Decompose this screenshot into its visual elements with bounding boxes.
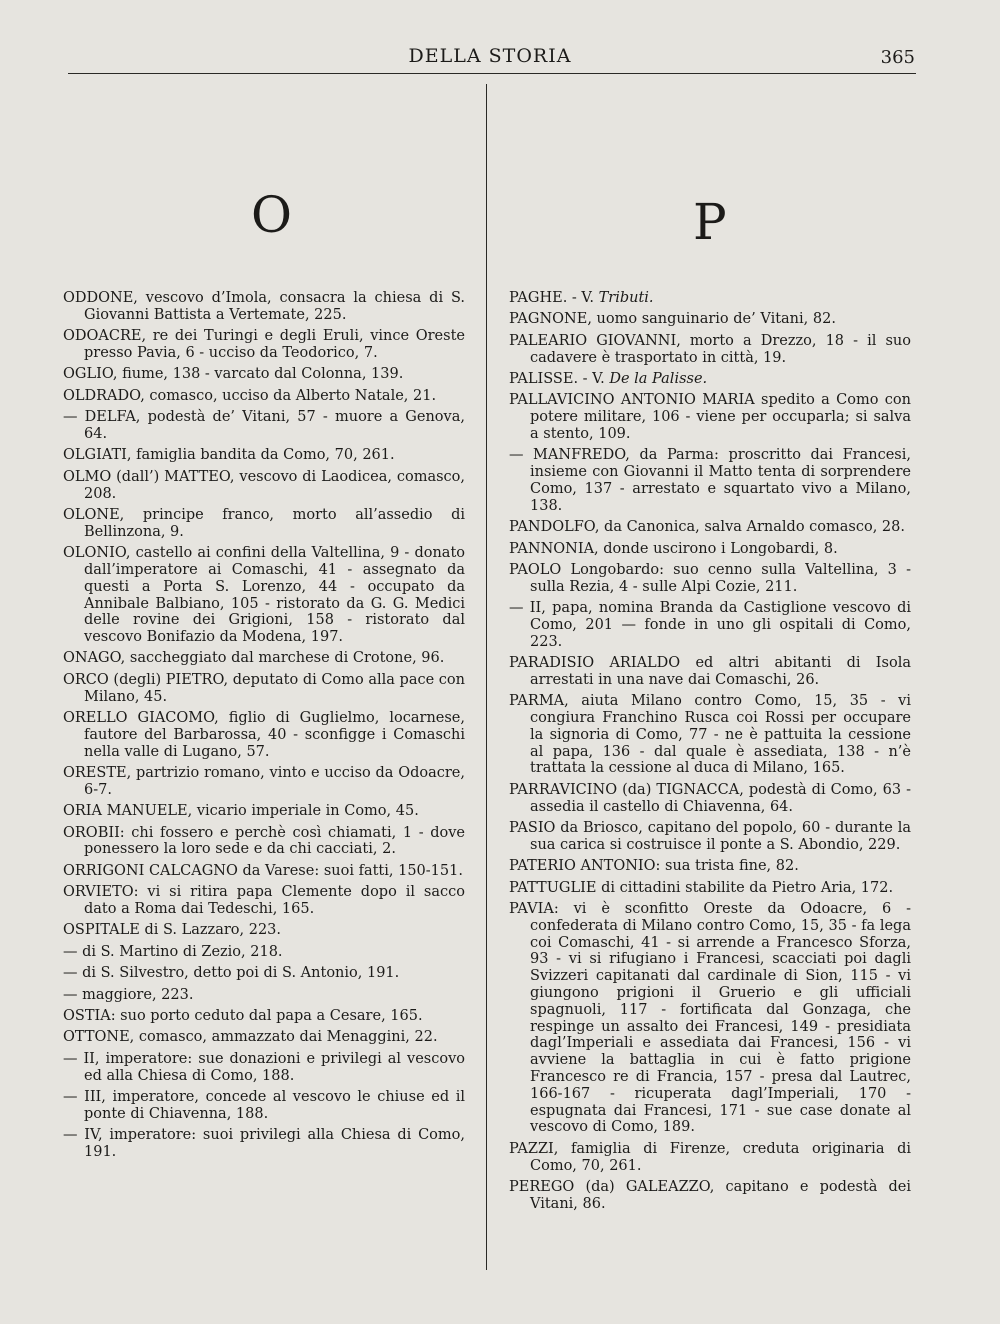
index-entry: ORIA MANUELE, vicario imperiale in Como, 45.: [63, 803, 419, 820]
index-entry: PANNONIA, donde uscirono i Longobardi, 8.: [509, 540, 838, 557]
index-entry-palisse: [509, 371, 911, 388]
index-entry: OLONE, principe franco, morto all’assedio di Bellinzona, 9.: [63, 506, 465, 540]
index-entry: — maggiore, 223.: [63, 986, 194, 1003]
index-entry: ODOACRE, re dei Turingi e degli Eruli, vince Oreste presso Pavia, 6 - ucciso da Teodorico, 7.: [63, 328, 465, 361]
index-entry: ONAGO, saccheggiato dal marchese di Crotone, 96.: [63, 650, 445, 667]
entry-head: PALISSE. - V.: [509, 370, 605, 387]
page-number: 365: [880, 47, 915, 68]
index-entry: PAZZI, famiglia di Firenze, creduta originaria di Como, 70, 261.: [509, 1140, 911, 1174]
index-entry-paghe: [509, 290, 911, 307]
index-entry: ODDONE, vescovo d’Imola, consacra la chiesa di S. Giovanni Battista a Vertemate, 225.: [63, 290, 465, 323]
index-entry: PALLAVICINO ANTONIO MARIA spedito a Como con potere militare, 106 - viene per occuparla; si salva a stento, 109.: [509, 392, 911, 442]
index-entry: ORESTE, partrizio romano, vinto e ucciso da Odoacre, 6-7.: [63, 765, 465, 798]
column-divider: [486, 84, 487, 1270]
index-entry: — DELFA, podestà de’ Vitani, 57 - muore a Genova, 64.: [63, 409, 465, 442]
index-entry: PAVIA: vi è sconfitto Oreste da Odoacre, 6 - confederata di Milano contro Como, 15, 35 - fa lega coi Comaschi, 41 - si arrende a Francesco Sforza, 93 - vi si rifugiano i Francesi, scacciati poi dagli Svizzeri capitanati dal cardinale di Sion, 115 - vi giungono prigioni il Gruerio e gli ufficiali spagnuoli, 117 - fortificata dal Gonzaga, che respinge un assalto dei Francesi, 149 - presidiata dagl’Imperiali e assediata dai Francesi, 156 - vi avviene la battaglia in cui è fatto prigione Francesco re di Francia, 157 - presa dal Lautrec, 166-167 - ricuperata dagl’Imperiali, 170 - espugnata dai Francesi, 171 - sue case donate al vescovo di Como, 189.: [509, 901, 911, 1136]
index-entry: PALEARIO GIOVANNI, morto a Drezzo, 18 - il suo cadavere è trasportato in città, 19.: [509, 332, 911, 366]
section-letter-o: O: [251, 186, 292, 244]
index-entry: PATERIO ANTONIO: sua trista fine, 82.: [509, 858, 799, 875]
index-entry: OGLIO, fiume, 138 - varcato dal Colonna, 139.: [63, 366, 404, 383]
index-entry: ORELLO GIACOMO, figlio di Guglielmo, locarnese, fautore del Barbarossa, 40 - sconfigge i Comaschi nella valle di Lugano, 57.: [63, 710, 465, 760]
index-entry: — di S. Martino di Zezio, 218.: [63, 943, 283, 960]
index-entry: PARADISIO ARIALDO ed altri abitanti di Isola arrestati in una nave dai Comaschi, 26.: [509, 655, 911, 688]
index-entry: ORCO (degli) PIETRO, deputato di Como alla pace con Milano, 45.: [63, 671, 465, 705]
index-entry: PARRAVICINO (da) TIGNACCA, podestà di Como, 63 - assedia il castello di Chiavenna, 64.: [509, 781, 911, 815]
index-entry: OLGIATI, famiglia bandita da Como, 70, 261.: [63, 447, 395, 464]
cross-reference: Tributi.: [598, 290, 654, 306]
index-entry: PAOLO Longobardo: suo cenno sulla Valtellina, 3 - sulla Rezia, 4 - sulle Alpi Cozie, 211.: [509, 561, 911, 595]
index-entry: OSTIA: suo porto ceduto dal papa a Cesare, 165.: [63, 1007, 423, 1024]
left-column: [63, 290, 465, 1165]
cross-reference: De la Palisse.: [609, 370, 708, 387]
header-rule: [68, 73, 916, 74]
index-entry: OLDRADO, comasco, ucciso da Alberto Natale, 21.: [63, 387, 437, 404]
index-entry: — MANFREDO, da Parma: proscritto dai Francesi, insieme con Giovanni il Matto tenta di sorprendere Como, 137 - arrestato e squartato vivo a Milano, 138.: [509, 447, 911, 514]
right-column: [509, 290, 911, 1217]
index-entry: ORRIGONI CALCAGNO da Varese: suoi fatti, 150-151.: [63, 862, 463, 879]
index-entry: ORVIETO: vi si ritira papa Clemente dopo il sacco dato a Roma dai Tedeschi, 165.: [63, 884, 465, 917]
index-entry: OROBII: chi fossero e perchè così chiamati, 1 - dove ponessero la loro sede e da chi cacciati, 2.: [63, 824, 465, 858]
index-entry: PARMA, aiuta Milano contro Como, 15, 35 - vi congiura Franchino Rusca coi Rossi per occupare la signoria di Como, 77 - ne è pattuita la cessione al papa, 136 - dal quale è assediata, 138 - n’è trattata la cessione al duca di Milano, 165.: [509, 693, 911, 777]
index-entry: PEREGO (da) GALEAZZO, capitano e podestà dei Vitani, 86.: [509, 1178, 911, 1212]
running-header: DELLA STORIA: [408, 45, 572, 67]
index-entry: OLMO (dall’) MATTEO, vescovo di Laodicea, comasco, 208.: [63, 468, 465, 502]
index-entry: OLONIO, castello ai confini della Valtellina, 9 - donato dall’imperatore ai Comaschi, 41 - assegnato da questi a Porta S. Lorenzo, 44 - occupato da Annibale Balbiano, 105 - ristorato da G. G. Medici delle rovine dei Grigioni, 158 - ristorato dal vescovo Bonifazio da Modena, 197.: [63, 545, 465, 646]
index-entry: PAGNONE, uomo sanguinario de’ Vitani, 82.: [509, 311, 836, 328]
index-entry: OTTONE, comasco, ammazzato dai Menaggini, 22.: [63, 1029, 438, 1046]
index-entry: — IV, imperatore: suoi privilegi alla Chiesa di Como, 191.: [63, 1127, 465, 1160]
index-entry: PATTUGLIE di cittadini stabilite da Pietro Aria, 172.: [509, 879, 894, 896]
index-entry: — II, imperatore: sue donazioni e privilegi al vescovo ed alla Chiesa di Como, 188.: [63, 1050, 465, 1084]
index-entry: OSPITALE di S. Lazzaro, 223.: [63, 922, 282, 939]
index-entry: — III, imperatore, concede al vescovo le chiuse ed il ponte di Chiavenna, 188.: [63, 1088, 465, 1122]
entry-head: PAGHE. - V.: [509, 290, 594, 306]
index-entry: PASIO da Briosco, capitano del popolo, 60 - durante la sua carica si costruisce il ponte a S. Abondio, 229.: [509, 820, 911, 853]
section-letter-p: P: [693, 193, 727, 251]
index-entry: PANDOLFO, da Canonica, salva Arnaldo comasco, 28.: [509, 519, 905, 536]
index-entry: — di S. Silvestro, detto poi di S. Antonio, 191.: [63, 965, 400, 982]
index-entry: — II, papa, nomina Branda da Castiglione vescovo di Como, 201 — fonde in uno gli ospitali di Como, 223.: [509, 600, 911, 650]
